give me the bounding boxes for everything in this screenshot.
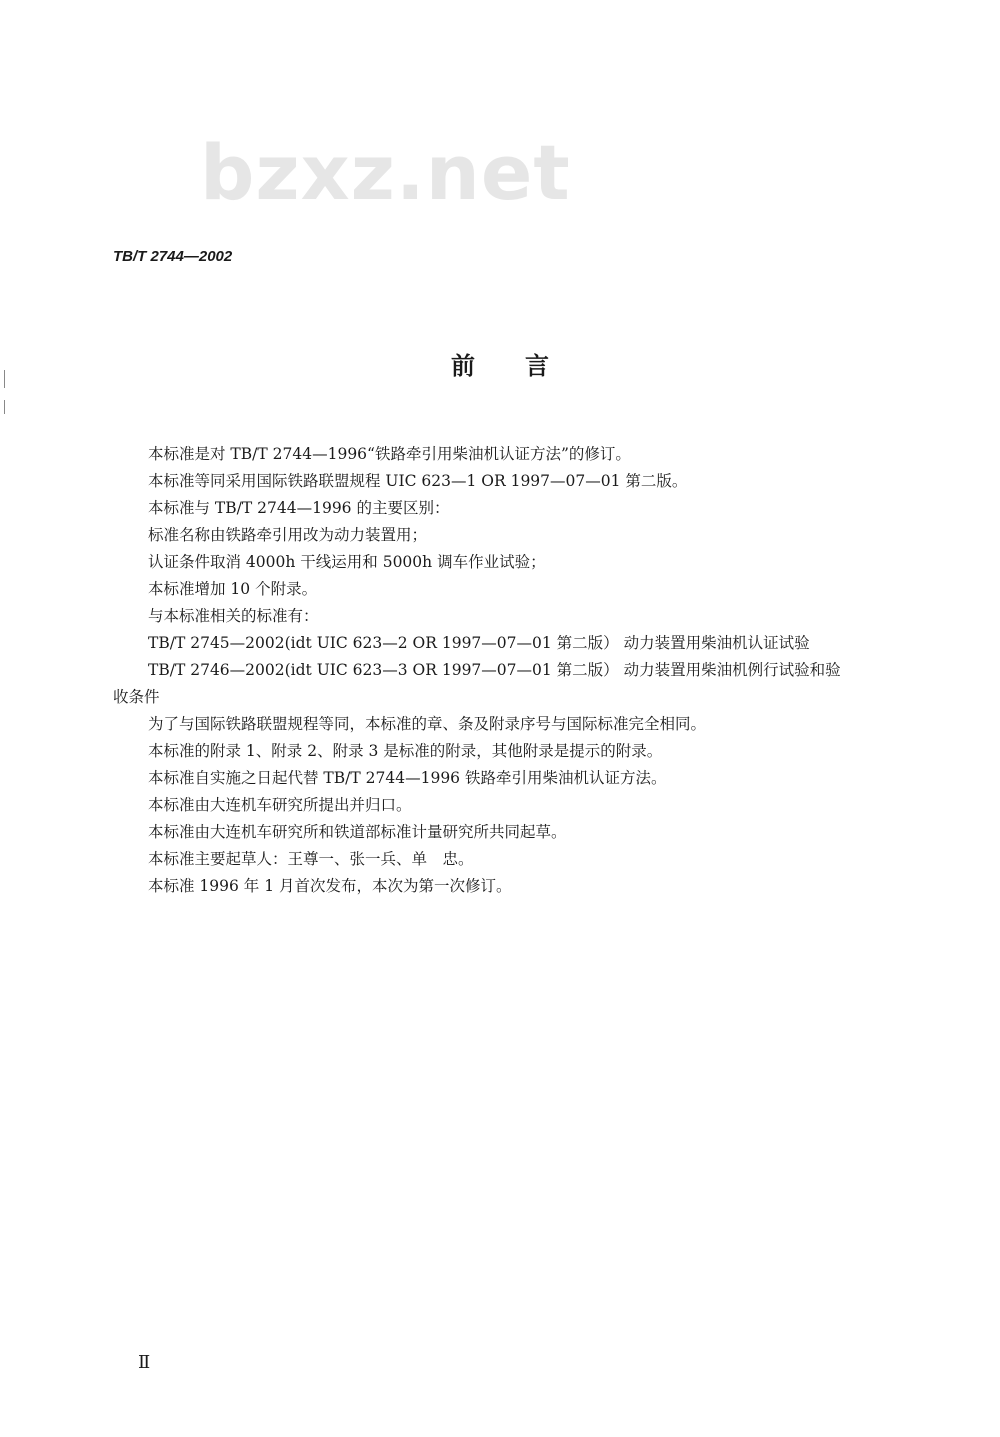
page-title: 前言 <box>451 351 599 380</box>
paragraph: 本标准增加 10 个附录。 <box>148 580 318 598</box>
paragraph: 本标准是对 TB/T 2744—1996“铁路牵引用柴油机认证方法”的修订。 <box>148 445 631 463</box>
paragraph: 本标准与 TB/T 2744—1996 的主要区别： <box>148 499 450 517</box>
paragraph: 本标准等同采用国际铁路联盟规程 UIC 623—1 OR 1997—07—01 第二版。 <box>148 472 688 490</box>
paragraph: 本标准自实施之日起代替 TB/T 2744—1996 铁路牵引用柴油机认证方法。 <box>148 769 667 787</box>
preface-body <box>113 441 913 900</box>
paragraph: 为了与国际铁路联盟规程等同，本标准的章、条及附录序号与国际标准完全相同。 <box>148 715 707 733</box>
paragraph: 收条件 <box>113 688 160 706</box>
paragraph: 与本标准相关的标准有： <box>148 607 319 625</box>
paragraph: 本标准主要起草人：王尊一、张一兵、单 忠。 <box>148 850 474 868</box>
paragraph: TB/T 2745—2002(idt UIC 623—2 OR 1997—07—01 第二版） 动力装置用柴油机认证试验 <box>148 634 810 652</box>
paragraph: 本标准由大连机车研究所提出并归口。 <box>148 796 412 814</box>
paragraph: 本标准 1996 年 1 月首次发布，本次为第一次修订。 <box>148 877 512 895</box>
standard-number: TB/T 2744—2002 <box>113 248 233 265</box>
paragraph: 认证条件取消 4000h 干线运用和 5000h 调车作业试验； <box>148 553 546 571</box>
page-number: Ⅱ <box>138 1352 151 1373</box>
paragraph: 标准名称由铁路牵引用改为动力装置用； <box>148 526 428 544</box>
paragraph: 本标准由大连机车研究所和铁道部标准计量研究所共同起草。 <box>148 823 567 841</box>
paragraph: TB/T 2746—2002(idt UIC 623—3 OR 1997—07—01 第二版） 动力装置用柴油机例行试验和验 <box>148 661 841 679</box>
scan-mark <box>4 400 5 414</box>
paragraph: 本标准的附录 1、附录 2、附录 3 是标准的附录，其他附录是提示的附录。 <box>148 742 663 760</box>
watermark: bzxz.net <box>200 128 571 217</box>
